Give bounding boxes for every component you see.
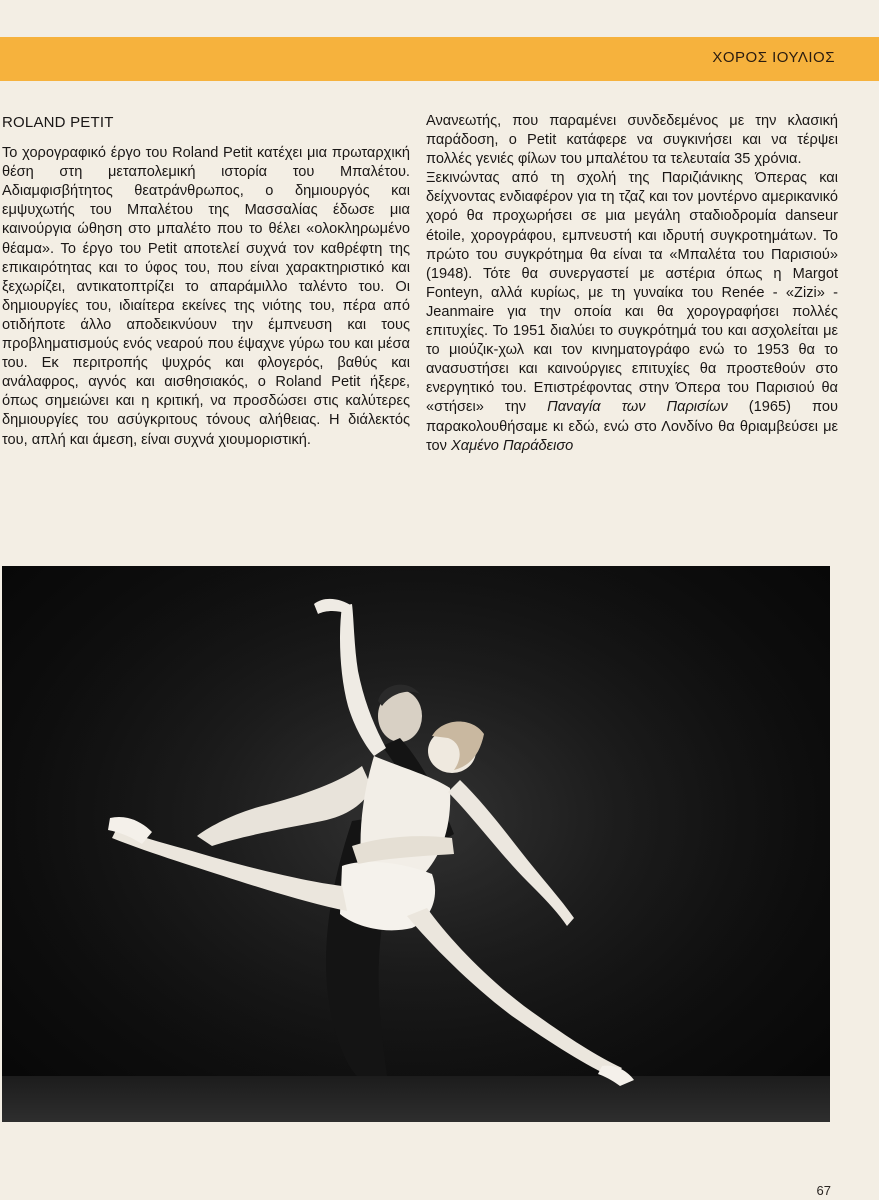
italic-title-paradise-lost: Χαμένο Παράδεισο <box>451 437 574 454</box>
right-paragraph-1: Ανανεωτής, που παραμένει συνδεδεμένος με την κλασική παράδοση, ο Petit κατάφερε να συγκινήσει και να τέρψει πολλές γενιές φίλων του μπαλέτου τα τελευταία 35 χρόνια. <box>426 113 838 168</box>
left-paragraph: Το χορογραφικό έργο του Roland Petit κατέχει μια πρωταρχική θέση στη μεταπολεμική ιστορία του Μπαλέτου. Αδιαμφισβήτητος θεατράνθρωπος, ο δημιουργός και εμψυχωτής του Μπαλέτου της Μασσαλίας έδωσε μια καινούργια ώθηση στο μπαλέτο που το θέλει «ολοκληρωμένο θέαμα». Το έργο του Petit αποτελεί συχνά τον καθρέφτη της επικαιρότητας και το ύφος του, που είναι χαρακτηριστικό και ξεχωρίζει, αντικατοπτρίζει το απαράμιλλο ταλέντο του. Οι δημιουργίες του, ιδιαίτερα εκείνες της νιότης του, πέρα από οτιδήποτε άλλο αποδεικνύουν την έμπνευση και τους προβληματισμούς ενός νεαρού που έψαχνε γύρω του και μέσα του. Εκ περιτροπής ψυχρός και φλογερός, βαθύς και ανάλαφρος, αγνός και αισθησιακός, ο Roland Petit ήξερε, όπως σημειώνει και η κριτική, να προσδώσει στις καλύτερες δημιουργίες του ασύγκριτους τόνους αλήθειας. Η διάλεκτός του, απλή και άμεση, είναι συχνά χιουμοριστική. <box>2 145 410 448</box>
section-header-band <box>0 37 879 81</box>
section-title: ΧΟΡΟΣ ΙΟΥΛΙΟΣ <box>712 49 835 66</box>
italic-title-notre-dame: Παναγία των Παρισίων <box>547 399 728 416</box>
stage-floor <box>2 1076 830 1122</box>
article-right-column <box>426 112 838 456</box>
right-paragraph-2-main: Ξεκινώντας από τη σχολή της Παριζιάνικης Όπερας και δείχνοντας ενδιαφέρον για τη τζαζ και τον μοντέρνο αμερικανικό χορό θα προχωρήσει σε μια μεγάλη σταδιοδρομία danseur étoile, χορογράφου, εμπνευστή και ιδρυτή συγκροτημάτων. Το πρώτο του συγκρότημα θα είναι τα «Μπαλέτα του Παρισιού» (1948). Τότε θα συνεργαστεί με αστέρια όπως η Margot Fonteyn, αλλά κυρίως, με τη γυναίκα του Renée - «Zizi» - Jeanmaire για την οποία και θα χορογραφήσει πολλές επιτυχίες. Το 1951 διαλύει το συγκρότημά του και ασχολείται με το μιούζικ-χωλ και τον κινηματογράφο ενώ το 1953 θα το ανασυστήσει και καινούργιες επιτυχίες θα προστεθούν στο ενεργητικό του. Επιστρέφοντας στην Όπερα του Παρισιού θα «στήσει» την <box>426 170 838 416</box>
right-paragraph-2-tail: (1965) που παρακολουθήσαμε κι εδώ, ενώ στο Λονδίνο θα θριαμβεύσει με τον <box>426 399 838 454</box>
ballet-dancers-illustration <box>2 566 830 1122</box>
right-paragraph-2 <box>426 169 838 455</box>
article-title: ROLAND PETIT <box>2 114 114 131</box>
ballet-photo <box>2 566 830 1122</box>
article-left-column <box>2 112 410 450</box>
page-number: 67 <box>816 1183 831 1198</box>
